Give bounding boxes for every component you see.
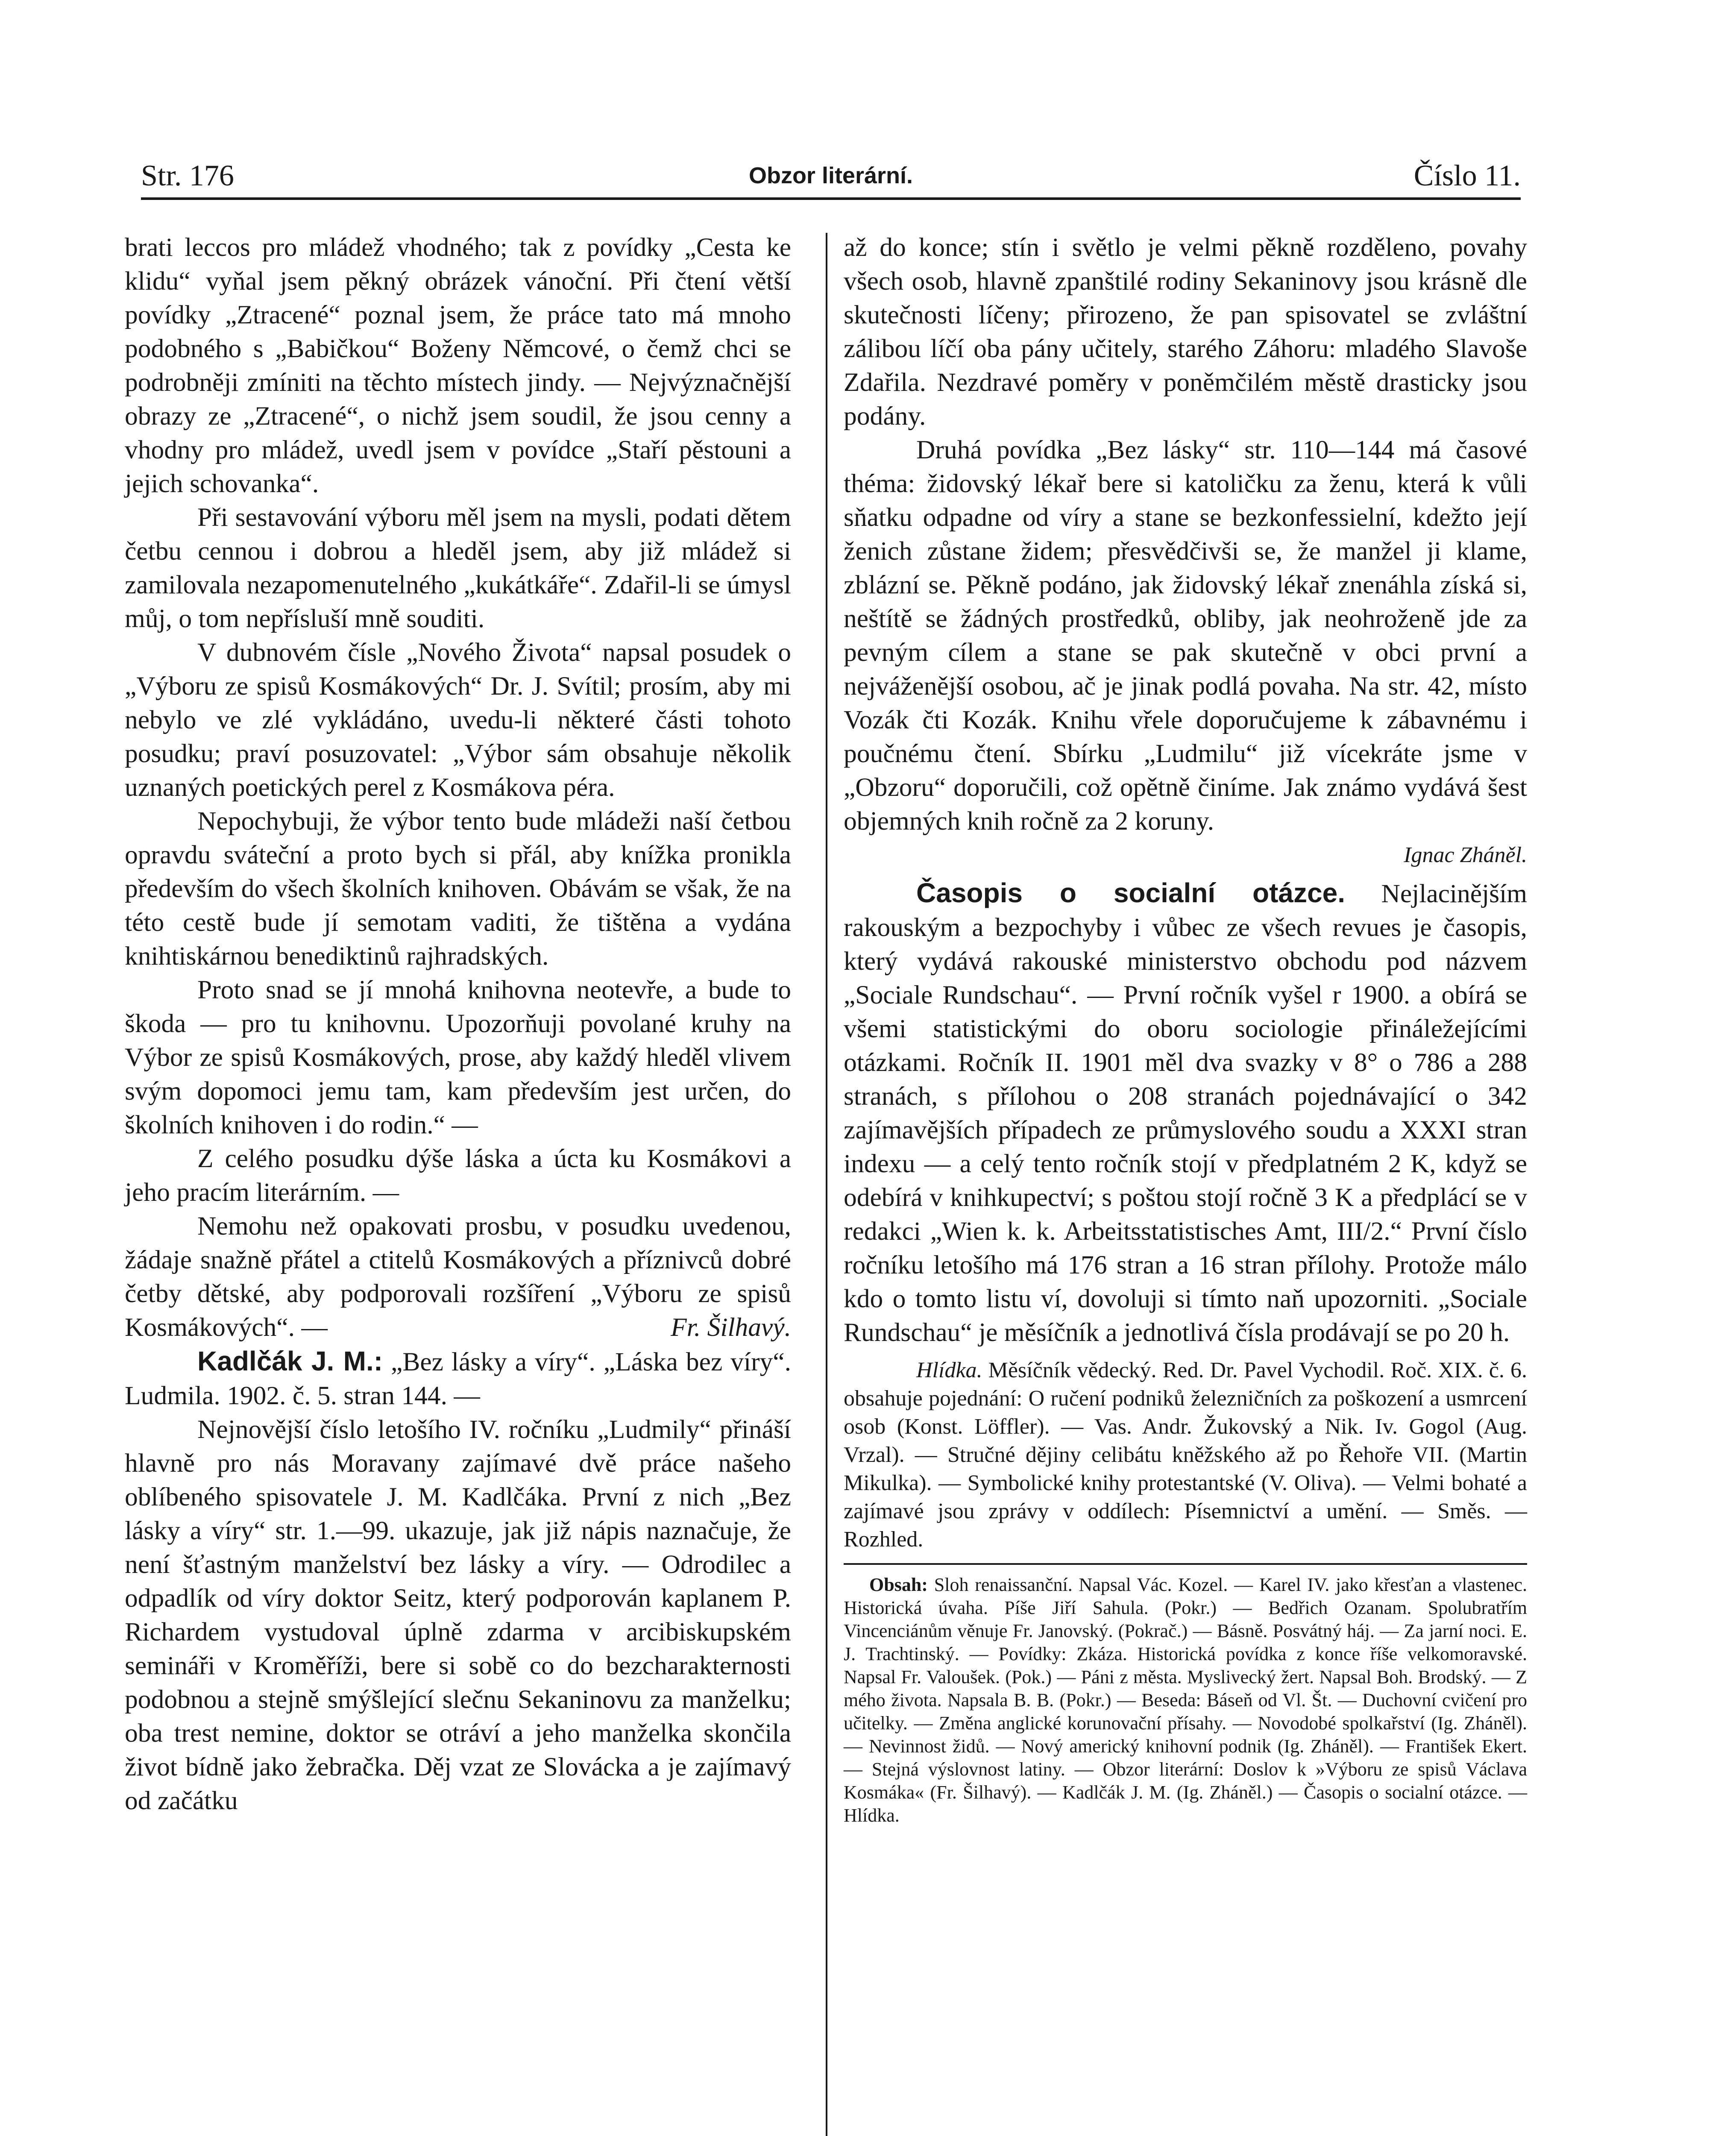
journal-title: Obzor literární. bbox=[748, 163, 913, 188]
hlidka-title: Hlídka. bbox=[916, 1358, 982, 1382]
paragraph: Nepochybuji, že výbor tento bude mládeži naší četbou opravdu sváteční a proto bych si přál, aby knížka pronikla především do všech školních knihoven. Obávám se však, že na této cestě bude jí semotam vaditi, že tištěna a vydána knihtiskárnou benediktinů rajhradských. bbox=[125, 807, 791, 971]
paragraph: brati leccos pro mládež vhodného; tak z povídky „Cesta ke klidu“ vyňal jsem pěkný obrázek vánoční. Při čtení větší povídky „Ztracené“ poznal jsem, že práce tato má mnoho podobného s „Babičkou“ Boženy Němcové, o čemž chci se podrobněji zmíniti na těchto místech jindy. — Nejvýznačnější obrazy ze „Ztracené“, o nichž jsem soudil, že jsou cenny a vhodny pro mládež, uvedl jsem v povídce „Staří pěstouni a jejich schovanka“. bbox=[125, 233, 791, 498]
signature: Ignac Zháněl. bbox=[1404, 843, 1527, 867]
paragraph: V dubnovém čísle „Nového Života“ napsal posudek o „Výboru ze spisů Kosmákových“ Dr. J. Svítil; prosím, aby mi nebylo ve zlé vykládáno, uvedu-li některé části tohoto posudku; praví posuzovatel: „Výbor sám obsahuje několik uznaných poetických perel z Kosmákova péra. bbox=[125, 638, 791, 802]
issue-number: Číslo 11. bbox=[1413, 159, 1521, 192]
hlidka-text: Měsíčník vědecký. Red. Dr. Pavel Vychodil. Roč. XIX. č. 6. obsahuje pojednání: O ručení podniků železničních za poškození a usmrcení osob (Konst. Löffler). — Vas. Andr. Žukovský a Nik. Iv. Gogol (Aug. Vrzal). — Stručné dějiny celibátu kněžského až po Řehoře VII. (Martin Mikulka). — Symbolické knihy protestantské (V. Oliva). — Velmi bohaté a zajímavé jsou zprávy v oddílech: Písemnictví a umění. — Směs. — Rozhled. bbox=[844, 1358, 1527, 1552]
contents-entry bbox=[844, 1573, 1527, 1827]
paragraph: Druhá povídka „Bez lásky“ str. 110—144 má časové théma: židovský lékař bere si katoličku za ženu, která k vůli sňatku odpadne od víry a stane se bezkonfessielní, kdežto její ženich zůstane židem; přesvědčivši se, že manžel ji klame, zblázní se. Pěkně podáno, jak židovský lékař znenáhla získá si, neštítě se žádných prostředků, obliby, jak neohroženě jde za pevným cílem a stane se pak skutečně v obci první a nejváženější osobou, ač je jinak podlá povaha. Na str. 42, místo Vozák čti Kozák. Knihu vřele doporučujeme k zábavnému i poučnému čtení. Sbírku „Ludmilu“ již vícekráte jsme v „Obzoru“ doporučili, což opětně činíme. Jak známo vydává šest objemných knih ročně za 2 koruny. bbox=[844, 435, 1527, 836]
paragraph: až do konce; stín i světlo je velmi pěkně rozděleno, povahy všech osob, hlavně zpanštilé rodiny Sekaninovy jsou krásně dle skutečnosti líčeny; přirozeno, že pan spisovatel se zvláštní zálibou líčí oba pány učitely, starého Záhoru: mladého Slavoše Zdařila. Nezdravé poměry v poněmčilém městě drasticky jsou podány. bbox=[844, 233, 1527, 431]
page-header bbox=[141, 159, 1521, 200]
review-title: „Bez lásky a víry“. „Láska bez víry“. Ludmila. 1902. č. 5. stran 144. — bbox=[125, 1347, 792, 1410]
signature: Fr. Šilhavý. bbox=[671, 1313, 791, 1342]
paragraph: Proto snad se jí mnohá knihovna neotevře, a bude to škoda — pro tu knihovnu. Upozorňuji povolané kruhy na Výbor ze spisů Kosmákových, prose, aby každý hleděl vlivem svým dopomoci jemu tam, kam především jest určen, do školních knihoven i do rodin.“ — bbox=[125, 975, 791, 1139]
hlidka-entry bbox=[844, 1356, 1527, 1554]
review-entry bbox=[125, 1344, 791, 1413]
paragraph-text: Nejlacinějším rakouským a bezpochyby i vůbec ze všech revues je časopis, který vydává rakouské ministerstvo obchodu pod názvem „Sociale Rundschau“. — První ročník vyšel r 1900. a obírá se všemi statistickými do oboru sociologie přináležejícími otázkami. Ročník II. 1901 měl dva svazky v 8° o 786 a 288 stranách, s přílohou o 208 stranách pojednávající o 342 zajímavějších případech ze průmyslového soudu a XXXI stran indexu — a celý tento ročník stojí v předplatném 2 K, když se odebírá v knihkupectví; s poštou stojí ročně 3 K a předplácí se v redakci „Wien k. k. Arbeitsstatistisches Amt, III/2.“ První číslo ročníku letošího má 176 stran a 16 stran přílohy. Protože málo kdo o tomto listu ví, dovoluji si tímto naň upozorniti. „Sociale Rundschau“ je měsíčník a jednotlivá čísla prodávají se po 20 h. bbox=[844, 879, 1527, 1347]
paragraph: Při sestavování výboru měl jsem na mysli, podati dětem četbu cennou i dobrou a hleděl jsem, aby již mládež si zamilovala nezapomenutelného „kukátkáře“. Zdařil-li se úmysl můj, o tom nepřísluší mně souditi. bbox=[125, 503, 791, 633]
paragraph bbox=[125, 1209, 791, 1344]
divider bbox=[844, 1563, 1527, 1565]
paragraph: Nejnovější číslo letošího IV. ročníku „Ludmily“ přináší hlavně pro nás Moravany zajímavé dvě práce našeho oblíbeného spisovatele J. M. Kadlčáka. První z nich „Bez lásky a víry“ str. 1.—99. ukazuje, jak již nápis naznačuje, že není šťastným manželství bez lásky a víry. — Odrodilec a odpadlík od víry doktor Seitz, který podporován kaplanem P. Richardem vystudoval úplně zdarma v arcibiskupském semináři v Kroměříži, bere si sobě co do bezcharakternosti podobnou a stejně smýšlející slečnu Sekaninovu za manželku; oba trest nemine, doktor se otráví a jeho manželka skončila život bídně jako žebračka. Děj vzat ze Slovácka a je zajímavý od začátku bbox=[125, 1415, 791, 1815]
contents-text: Sloh renaissanční. Napsal Vác. Kozel. — Karel IV. jako křesťan a vlastenec. Historická úvaha. Píše Jiří Sahula. (Pokr.) — Bedřich Ozanam. Spolubratřím Vincenciánům věnuje Fr. Janovský. (Pokrač.) — Básně. Posvátný háj. — Za jarní noci. E. J. Trachtinský. — Povídky: Zkáza. Historická povídka z konce říše velkomoravské. Napsal Fr. Valoušek. (Pok.) — Páni z města. Myslivecký žert. Napsal Boh. Brodský. — Z mého života. Napsala B. B. (Pokr.) — Beseda: Báseň od Vl. Št. — Duchovní cvičení pro učitelky. — Změna anglické korunovační přísahy. — Novodobé spolkařství (Ig. Zháněl). — Nevinnost židů. — Nový americký knihovní podnik (Ig. Zháněl). — František Ekert. — Stejná výslovnost latiny. — Obzor literární: Doslov k »Výboru ze spisů Václava Kosmáka« (Fr. Šilhavý). — Kadlčák J. M. (Ig. Zháněl.) — Časopis o socialní otázce. — Hlídka. bbox=[844, 1574, 1527, 1826]
section-heading: Časopis o socialní otázce. bbox=[916, 877, 1345, 908]
section-entry bbox=[844, 876, 1527, 1350]
page-number: Str. 176 bbox=[141, 159, 234, 192]
review-author-heading: Kadlčák J. M.: bbox=[197, 1346, 383, 1376]
paragraph: Z celého posudku dýše láska a úcta ku Kosmákovi a jeho pracím literárním. — bbox=[125, 1144, 791, 1207]
paragraph-text: Nemohu než opakovati prosbu, v posudku uvedenou, žádaje snažně přátel a ctitelů Kosmákových a příznivců dobré četby dětské, aby podporovali rozšíření „Výboru ze spisů Kosmákových“. — bbox=[125, 1212, 791, 1342]
contents-label: Obsah: bbox=[869, 1574, 928, 1595]
right-column bbox=[844, 231, 1527, 1827]
column-divider bbox=[826, 233, 827, 2136]
left-column bbox=[125, 231, 791, 1818]
